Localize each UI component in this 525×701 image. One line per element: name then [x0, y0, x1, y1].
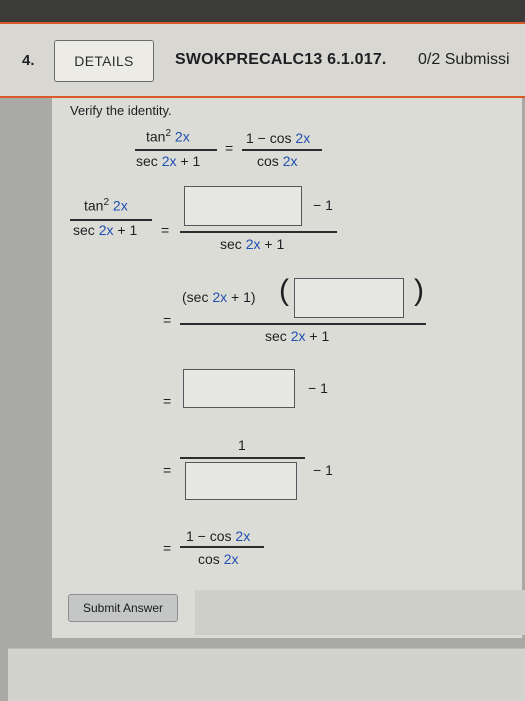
step2-equals: = — [163, 312, 172, 328]
details-button[interactable]: DETAILS — [54, 40, 154, 82]
step5-equals: = — [163, 540, 172, 556]
problem-code: SWOKPRECALC13 6.1.017. — [175, 51, 387, 68]
step1-lhs-denominator: sec 2x + 1 — [73, 222, 138, 238]
step2-numerator-factor: (sec 2x + 1) — [182, 289, 256, 305]
step5-denominator: cos 2x — [198, 551, 239, 567]
step3-minus-one: − 1 — [308, 380, 328, 396]
step1-equals: = — [161, 222, 170, 238]
step1-lhs-fraction-bar — [70, 219, 152, 221]
identity-lhs-numerator: $\tan^2 2x$ — [146, 128, 190, 145]
browser-top-strip — [0, 0, 525, 22]
step1-lhs-numerator: $\tan^2 2x$ — [84, 197, 128, 214]
step1-fraction-bar — [180, 231, 337, 233]
question-header — [0, 22, 525, 98]
step2-fraction-bar — [180, 323, 426, 325]
step4-minus-one: − 1 — [313, 462, 333, 478]
submissions-count: 0/2 Submissi — [418, 51, 510, 68]
identity-lhs-fraction-bar — [135, 149, 217, 151]
question-number: 4. — [22, 52, 35, 69]
identity-lhs-denominator: sec 2x + 1 — [136, 153, 201, 169]
step4-equals: = — [163, 462, 172, 478]
submit-answer-button[interactable]: Submit Answer — [68, 594, 178, 622]
step1-minus-one: − 1 — [313, 197, 333, 213]
step3-equals: = — [163, 393, 172, 409]
identity-rhs-denominator: cos 2x — [257, 153, 298, 169]
instruction-text: Verify the identity. — [70, 103, 172, 118]
step2-open-paren: ( — [279, 274, 289, 307]
step1-answer-input[interactable] — [184, 186, 302, 226]
step4-fraction-bar — [180, 457, 305, 459]
identity-rhs-fraction-bar — [242, 149, 322, 151]
step2-close-paren: ) — [414, 274, 424, 307]
step3-answer-input[interactable] — [183, 369, 295, 408]
step1-denominator: sec 2x + 1 — [220, 236, 285, 252]
step2-answer-input[interactable] — [294, 278, 404, 318]
step4-numerator: 1 — [238, 437, 246, 453]
step5-numerator: 1 − cos 2x — [186, 528, 251, 544]
next-question-panel — [8, 648, 525, 701]
step2-denominator: sec 2x + 1 — [265, 328, 330, 344]
step4-answer-input[interactable] — [185, 462, 297, 500]
question-body — [52, 98, 522, 638]
step5-fraction-bar — [180, 546, 264, 548]
identity-equals: = — [225, 140, 234, 156]
identity-rhs-numerator: 1 − cos 2x — [246, 130, 311, 146]
footer-region — [195, 590, 525, 635]
